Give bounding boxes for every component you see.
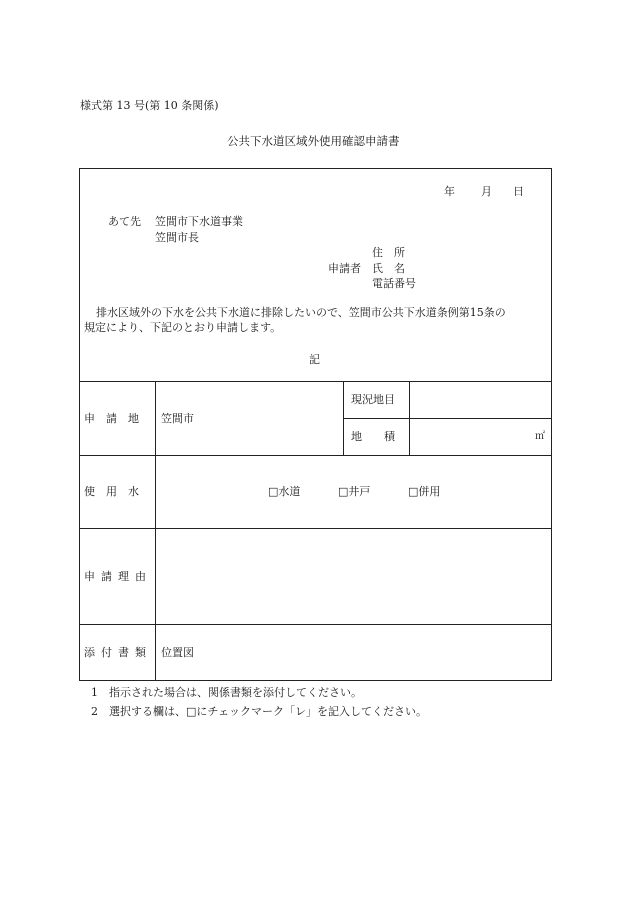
applicant-label: 申請者: [328, 262, 361, 275]
application-site-label: 申 請 地: [84, 412, 139, 425]
date-month-label: 月: [481, 185, 492, 198]
water-option-tap[interactable]: □水道: [268, 485, 301, 498]
ki-label: 記: [309, 353, 320, 366]
area-label: 地 積: [351, 430, 395, 443]
note-2: 2 選択する欄は、□にチェックマーク「レ」を記入してください。: [91, 705, 428, 718]
water-option-well[interactable]: □井戸: [338, 485, 371, 498]
body-text-line1: 排水区域外の下水を公共下水道に排除したいので、笠間市公共下水道条例第15条の: [96, 306, 506, 319]
area-unit: ㎡: [535, 431, 545, 442]
attachments-label: 添付書類: [84, 646, 152, 659]
water-use-label: 使 用 水: [84, 485, 139, 498]
page-title: 公共下水道区域外使用確認申請書: [227, 134, 400, 148]
row-divider-4: [79, 624, 552, 625]
addressee-label: あて先: [108, 215, 141, 228]
attachments-value[interactable]: 位置図: [161, 646, 194, 659]
addressee-line2: 笠間市長: [155, 231, 199, 244]
date-year-label: 年: [444, 185, 455, 198]
reason-label: 申請理由: [84, 570, 152, 583]
land-category-field[interactable]: [410, 382, 551, 417]
phone-label: 電話番号: [372, 277, 416, 290]
address-label: 住 所: [372, 246, 405, 259]
row-divider-2: [79, 455, 552, 456]
form-number: 様式第 13 号(第 10 条関係): [80, 99, 219, 112]
date-day-label: 日: [513, 185, 524, 198]
application-site-value[interactable]: 笠間市: [161, 412, 194, 425]
addressee-line1: 笠間市下水道事業: [155, 215, 243, 228]
water-option-combined[interactable]: □併用: [408, 485, 441, 498]
land-label-column-left: [343, 381, 344, 455]
area-field[interactable]: [410, 419, 551, 454]
body-text-line2: 規定により、下記のとおり申請します。: [84, 321, 282, 334]
name-label: 氏 名: [372, 262, 405, 275]
reason-field[interactable]: [156, 529, 551, 623]
land-category-label: 現況地目: [351, 393, 395, 406]
note-1: 1 指示された場合は、関係書類を添付してください。: [91, 686, 362, 699]
